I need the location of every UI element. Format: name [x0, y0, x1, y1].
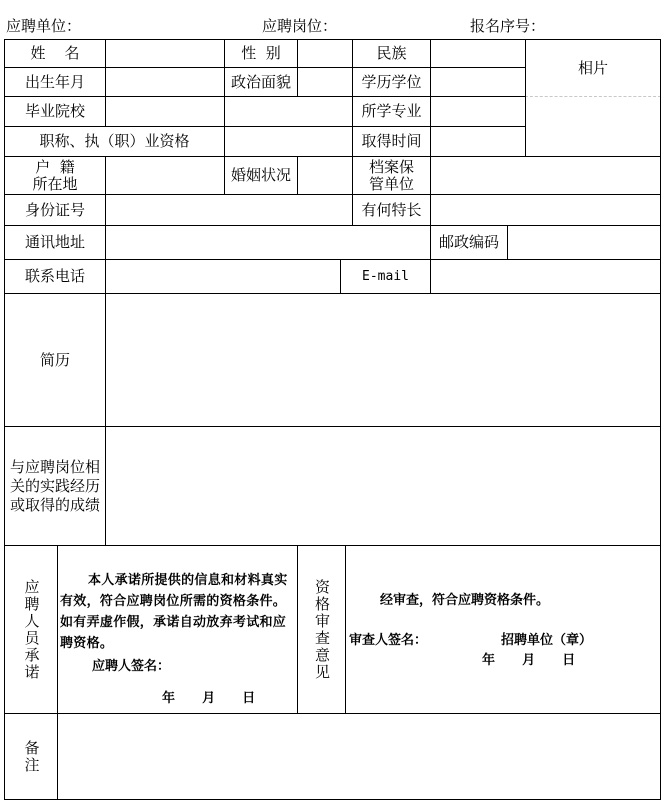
- birth-label: 出生年月: [24, 72, 85, 91]
- obtain-time-field[interactable]: [431, 127, 525, 156]
- pledge-box: [58, 546, 297, 713]
- education-field[interactable]: [431, 68, 525, 96]
- experience-field[interactable]: [106, 427, 660, 545]
- id-number-label: 身份证号: [24, 200, 85, 219]
- postal-field[interactable]: [508, 226, 660, 259]
- email-field[interactable]: [431, 260, 660, 293]
- postal-label: 邮政编码: [438, 233, 499, 251]
- email-label: E-mail: [362, 269, 409, 284]
- phone-field[interactable]: [106, 260, 340, 293]
- resume-field[interactable]: [106, 294, 660, 426]
- ethnicity-label: 民族: [376, 44, 407, 62]
- photo-box[interactable]: [526, 40, 660, 96]
- archive-field[interactable]: [431, 157, 660, 194]
- reviewer-signature[interactable]: 审查人签名：: [349, 633, 428, 648]
- pledge-date: 年 月 日: [162, 691, 256, 706]
- name-label: 姓 名: [30, 44, 80, 62]
- pledge-text: 本人承诺所提供的信息和材料真实有效，符合应聘岗位所需的资格条件。如有弄虚作假，承诺自动放弃考试和应聘资格。: [60, 573, 288, 651]
- experience-label: 与应聘岗位相 关的实践经历 或取得的成绩: [9, 457, 100, 514]
- title-qualification-field[interactable]: [225, 127, 352, 156]
- major-field[interactable]: [431, 97, 525, 126]
- review-text: 经审查，符合应聘资格条件。: [380, 593, 550, 608]
- marital-field[interactable]: [298, 157, 352, 194]
- pledge-label: 应聘人员承诺: [22, 578, 41, 681]
- position-label: 应聘岗位：: [262, 17, 338, 35]
- specialty-field[interactable]: [431, 195, 660, 225]
- remarks-label: 备注: [22, 739, 41, 774]
- school-field[interactable]: [106, 97, 352, 126]
- name-field[interactable]: [106, 40, 224, 67]
- serial-label: 报名序号：: [470, 17, 546, 35]
- gender-field[interactable]: [298, 40, 352, 67]
- ethnicity-field[interactable]: [431, 40, 525, 67]
- unit-label: 应聘单位：: [6, 17, 82, 35]
- review-date: 年 月 日: [482, 653, 576, 668]
- hukou-label: 户 籍 所在地: [32, 157, 78, 193]
- resume-label: 简历: [39, 350, 70, 369]
- pledge-signature[interactable]: 应聘人签名：: [92, 659, 171, 674]
- hukou-field[interactable]: [106, 157, 224, 194]
- school-label: 毕业院校: [24, 102, 85, 120]
- phone-label: 联系电话: [24, 267, 85, 285]
- photo-label: 相片: [577, 58, 608, 77]
- education-label: 学历学位: [361, 72, 422, 91]
- specialty-label: 有何特长: [361, 200, 422, 219]
- address-label: 通讯地址: [24, 233, 85, 251]
- political-label: 政治面貌: [230, 72, 291, 91]
- review-label: 资格审查意见: [313, 578, 331, 681]
- birth-field[interactable]: [106, 68, 224, 96]
- review-box: [346, 546, 660, 713]
- political-field[interactable]: [298, 68, 352, 96]
- major-label: 所学专业: [361, 102, 422, 120]
- title-qualification-label: 职称、执（职）业资格: [39, 132, 190, 150]
- gender-label: 性 别: [241, 44, 281, 62]
- archive-label: 档案保 管单位: [368, 157, 414, 193]
- review-unit-seal: 招聘单位（章）: [501, 633, 593, 648]
- obtain-time-label: 取得时间: [361, 132, 422, 150]
- remarks-field[interactable]: [58, 714, 660, 799]
- address-field[interactable]: [106, 226, 430, 259]
- marital-label: 婚姻状况: [230, 166, 291, 184]
- id-number-field[interactable]: [106, 195, 352, 225]
